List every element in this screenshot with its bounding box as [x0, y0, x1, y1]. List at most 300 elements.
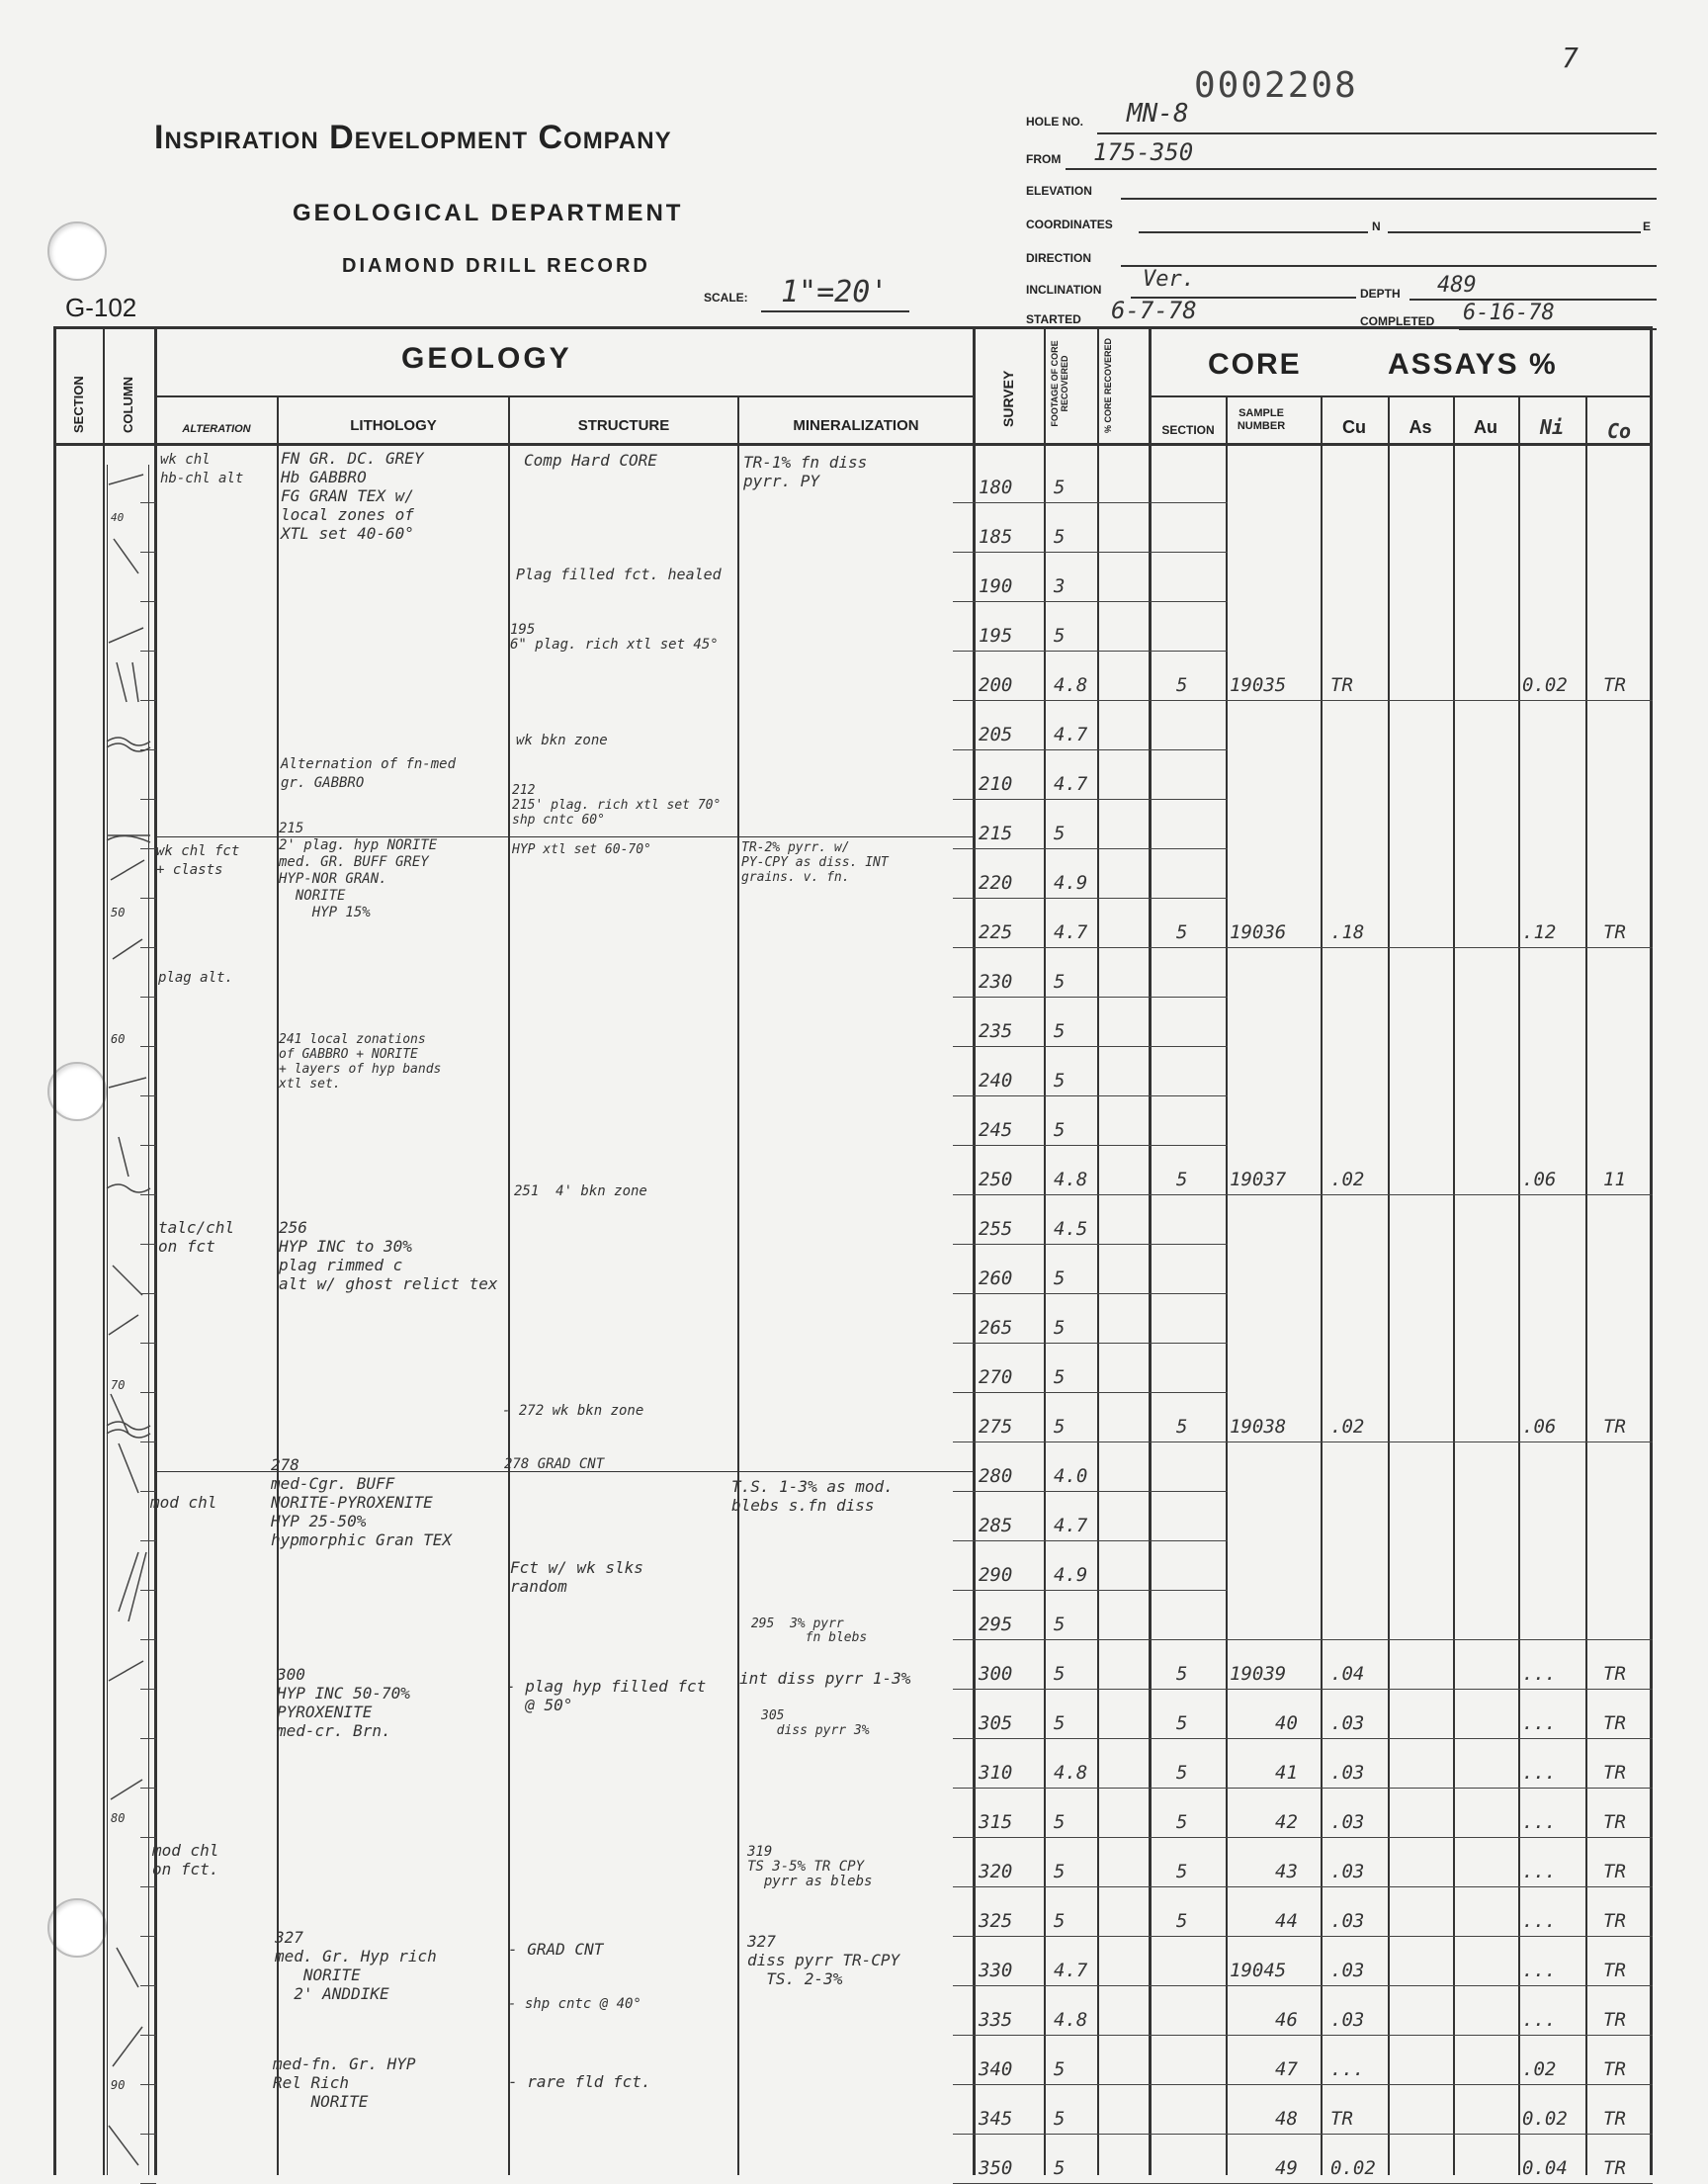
vline-au: [1518, 395, 1520, 2175]
survey-row-line: [953, 1491, 1151, 1492]
assay-ni: ...: [1522, 1762, 1557, 1784]
col-header-alteration: ALTERATION: [182, 423, 251, 435]
alteration-note: mod chl on fct.: [152, 1841, 219, 1878]
department-name: GEOLOGICAL DEPARTMENT: [293, 200, 684, 226]
assay-ni: ...: [1522, 1960, 1557, 1981]
structure-note: HYP xtl set 60-70°: [512, 842, 651, 857]
survey-depth: 215: [979, 823, 1013, 844]
footage-recovered: 4.8: [1054, 1762, 1088, 1784]
survey-depth: 180: [979, 477, 1013, 498]
column-tick: [140, 1392, 156, 1393]
hole-no-value: MN-8: [1127, 99, 1189, 129]
assay-co: TR: [1603, 2157, 1626, 2179]
col-header-as: As: [1409, 417, 1432, 437]
mineralization-note: 305 diss pyrr 3%: [761, 1708, 870, 1738]
survey-depth: 320: [979, 1861, 1013, 1882]
vline-footage: [1097, 326, 1099, 2175]
footage-recovered: 5: [1054, 2058, 1066, 2080]
survey-row-line: [953, 651, 1151, 652]
assay-row-line: [1149, 1540, 1228, 1541]
assay-row-line: [1149, 502, 1228, 503]
footage-recovered: 4.7: [1054, 1515, 1088, 1536]
survey-row-line: [953, 1985, 1151, 1986]
company-name: Inspiration Development Company: [154, 119, 672, 156]
assay-row-line: [1149, 1738, 1653, 1739]
assay-row-line: [1149, 552, 1228, 553]
assay-cu: .03: [1330, 1960, 1365, 1981]
mineralization-note: 295 3% pyrr fn blebs: [750, 1616, 868, 1645]
header-bottom: [53, 443, 1653, 446]
survey-depth: 270: [979, 1366, 1013, 1388]
direction-line: [1121, 265, 1657, 267]
assay-row-line: [1149, 1936, 1653, 1937]
column-depth-mark: 90: [111, 2078, 126, 2092]
column-tick: [140, 1145, 156, 1146]
sample-number: 44: [1275, 1910, 1298, 1932]
lithology-note: 278 med-Cgr. BUFF NORITE-PYROXENITE HYP 25-50% hypmorphic Gran TEX: [271, 1455, 453, 1549]
survey-depth: 275: [979, 1416, 1013, 1438]
sample-number: 19045: [1230, 1960, 1287, 1981]
vline-structure: [737, 395, 739, 2175]
assay-co: TR: [1603, 2108, 1626, 2130]
assay-ni: ...: [1522, 1910, 1557, 1932]
survey-row-line: [953, 1343, 1151, 1344]
column-tick: [140, 2134, 156, 2135]
footage-recovered: 5: [1054, 1663, 1066, 1685]
alteration-note: wk chl hb-chl alt: [160, 452, 244, 486]
survey-row-line: [953, 1145, 1151, 1146]
binder-hole-top: [47, 221, 107, 281]
sample-number: 48: [1275, 2108, 1298, 2130]
assay-row-line: [1149, 700, 1653, 701]
assay-co: TR: [1603, 1663, 1626, 1685]
column-tick: [140, 997, 156, 998]
completed-label: COMPLETED: [1360, 314, 1435, 328]
assay-row-line: [1149, 1837, 1653, 1838]
vline-assay-section: [1226, 395, 1228, 2175]
alteration-note: plag alt.: [158, 970, 233, 986]
footage-recovered: 5: [1054, 1119, 1066, 1141]
from-value: 175-350: [1093, 138, 1194, 166]
survey-depth: 190: [979, 575, 1013, 597]
column-tick: [140, 1985, 156, 1986]
survey-row-line: [953, 1689, 1151, 1690]
assay-row-line: [1149, 1392, 1228, 1393]
column-tick: [140, 2035, 156, 2036]
assay-cu: .03: [1330, 1762, 1365, 1784]
vline-ni: [1585, 395, 1587, 2175]
col-header-sample: SAMPLE NUMBER: [1237, 407, 1286, 432]
footage-recovered: 5: [1054, 1712, 1066, 1734]
sample-number: 47: [1275, 2058, 1298, 2080]
assay-row-line: [1149, 601, 1228, 602]
assay-section: 5: [1176, 1416, 1188, 1438]
survey-depth: 280: [979, 1465, 1013, 1487]
survey-row-line: [953, 1194, 1151, 1195]
structure-note: Plag filled fct. healed: [516, 566, 722, 583]
survey-depth: 325: [979, 1910, 1013, 1932]
column-tick: [140, 1689, 156, 1690]
column-tick: [140, 1837, 156, 1838]
alteration-note: wk chl fct + clasts: [156, 843, 240, 878]
assay-row-line: [1149, 997, 1228, 998]
mineralization-note: TR-1% fn diss pyrr. PY: [743, 453, 868, 490]
sample-number: 43: [1275, 1861, 1298, 1882]
footage-recovered: 4.9: [1054, 1564, 1088, 1586]
record-type: DIAMOND DRILL RECORD: [342, 255, 650, 277]
hole-no-line: [1097, 132, 1657, 134]
survey-depth: 250: [979, 1169, 1013, 1190]
from-label: FROM: [1026, 152, 1062, 166]
survey-row-line: [953, 1788, 1151, 1789]
survey-row-line: [953, 1046, 1151, 1047]
col-header-co: Co: [1606, 419, 1632, 443]
started-value: 6-7-78: [1111, 297, 1197, 324]
footage-recovered: 4.7: [1054, 724, 1088, 745]
assay-row-line: [1149, 1145, 1228, 1146]
survey-row-line: [953, 2134, 1151, 2135]
survey-row-line: [953, 1886, 1151, 1887]
assay-cu: 0.02: [1330, 2157, 1376, 2179]
alteration-note: talc/chl on fct: [158, 1218, 235, 1256]
assay-section: 5: [1176, 1712, 1188, 1734]
survey-depth: 235: [979, 1020, 1013, 1042]
vline-cu: [1388, 395, 1390, 2175]
footage-recovered: 5: [1054, 625, 1066, 647]
col-header-au: Au: [1474, 417, 1497, 437]
assay-section: 5: [1176, 1169, 1188, 1190]
survey-row-line: [953, 1392, 1151, 1393]
structure-note: 195 6" plag. rich xtl set 45°: [510, 622, 719, 653]
lithology-note: 215 2' plag. hyp NORITE med. GR. BUFF GREY HYP-NOR GRAN. NORITE HYP 15%: [279, 821, 438, 920]
survey-depth: 315: [979, 1811, 1013, 1833]
assay-row-line: [1149, 2084, 1653, 2085]
col-header-assays: ASSAYS %: [1388, 348, 1558, 381]
assay-cu: .02: [1330, 1416, 1365, 1438]
col-header-assay-section: SECTION: [1161, 423, 1215, 437]
survey-depth: 205: [979, 724, 1013, 745]
assay-co: TR: [1603, 674, 1626, 696]
assay-row-line: [1149, 1293, 1228, 1294]
assay-ni: 0.02: [1522, 2108, 1568, 2130]
column-tick: [140, 552, 156, 553]
scale-underline: [761, 310, 909, 312]
col-header-geology: GEOLOGY: [401, 342, 572, 375]
survey-row-line: [953, 749, 1151, 750]
survey-depth: 295: [979, 1614, 1013, 1635]
assay-cu: .04: [1330, 1663, 1365, 1685]
assay-row-line: [1149, 1985, 1653, 1986]
coordinates-e: E: [1643, 219, 1652, 233]
col-header-cu: Cu: [1342, 417, 1366, 437]
survey-row-line: [953, 898, 1151, 899]
footage-recovered: 5: [1054, 1861, 1066, 1882]
survey-depth: 185: [979, 526, 1013, 548]
survey-row-line: [953, 1639, 1151, 1640]
footage-recovered: 4.7: [1054, 1960, 1088, 1981]
column-tick: [140, 601, 156, 602]
vline-survey: [1044, 326, 1046, 2175]
survey-depth: 335: [979, 2009, 1013, 2031]
survey-row-line: [953, 2084, 1151, 2085]
completed-value: 6-16-78: [1463, 301, 1555, 325]
column-tick: [140, 898, 156, 899]
assay-section: 5: [1176, 1861, 1188, 1882]
assay-row-line: [1149, 1046, 1228, 1047]
column-tick: [140, 2084, 156, 2085]
col-header-mineralization: MINERALIZATION: [793, 417, 919, 434]
col-header-footage: FOOTAGE OF CORE RECOVERED: [1050, 340, 1069, 427]
assay-row-line: [1149, 1441, 1653, 1442]
survey-depth: 290: [979, 1564, 1013, 1586]
footage-recovered: 5: [1054, 1910, 1066, 1932]
assay-ni: ...: [1522, 2009, 1557, 2031]
assay-cu: ...: [1330, 2058, 1365, 2080]
page-number: 7: [1562, 42, 1579, 74]
survey-row-line: [953, 1936, 1151, 1937]
assay-ni: ...: [1522, 1861, 1557, 1882]
assay-ni: ...: [1522, 1663, 1557, 1685]
assay-ni: .02: [1522, 2058, 1557, 2080]
survey-row-line: [953, 502, 1151, 503]
column-tick: [140, 1886, 156, 1887]
sample-number: 19036: [1230, 921, 1287, 943]
assay-co: TR: [1603, 1762, 1626, 1784]
survey-row-line: [953, 1293, 1151, 1294]
contact-line-215: [154, 836, 975, 837]
assay-co: TR: [1603, 2058, 1626, 2080]
lithology-note: med-fn. Gr. HYP Rel Rich NORITE: [273, 2054, 416, 2111]
footage-recovered: 5: [1054, 2108, 1066, 2130]
footage-recovered: 5: [1054, 1416, 1066, 1438]
direction-label: DIRECTION: [1026, 251, 1091, 265]
mineralization-note: 327 diss pyrr TR-CPY TS. 2-3%: [747, 1932, 900, 1988]
survey-row-line: [953, 1540, 1151, 1541]
assay-ni: 0.04: [1522, 2157, 1568, 2179]
column-tick: [140, 1590, 156, 1591]
survey-depth: 330: [979, 1960, 1013, 1981]
footage-recovered: 5: [1054, 2157, 1066, 2179]
assay-ni: .06: [1522, 1416, 1557, 1438]
column-depth-mark: 80: [111, 1811, 126, 1825]
column-tick: [140, 799, 156, 800]
survey-row-line: [953, 700, 1151, 701]
assay-row-line: [1149, 1491, 1228, 1492]
lithology-note: Alternation of fn-med gr. GABBRO: [281, 756, 457, 791]
survey-depth: 245: [979, 1119, 1013, 1141]
assay-row-line: [1149, 1244, 1228, 1245]
assay-cu: TR: [1330, 2108, 1353, 2130]
scale-value: 1"=20': [781, 275, 889, 309]
assay-row-line: [1149, 898, 1228, 899]
coordinates-n: N: [1372, 219, 1381, 233]
footage-recovered: 4.9: [1054, 872, 1088, 894]
survey-depth: 210: [979, 773, 1013, 795]
footage-recovered: 5: [1054, 526, 1066, 548]
column-tick: [140, 1194, 156, 1195]
sample-number: 42: [1275, 1811, 1298, 1833]
survey-depth: 230: [979, 971, 1013, 993]
footage-recovered: 5: [1054, 1317, 1066, 1339]
footage-recovered: 5: [1054, 477, 1066, 498]
footage-recovered: 4.8: [1054, 1169, 1088, 1190]
survey-depth: 225: [979, 921, 1013, 943]
footage-recovered: 4.8: [1054, 674, 1088, 696]
elevation-label: ELEVATION: [1026, 184, 1092, 198]
assay-cu: .03: [1330, 1811, 1365, 1833]
assay-co: 11: [1603, 1169, 1626, 1190]
footage-recovered: 5: [1054, 1020, 1066, 1042]
vline-mineralization: [973, 326, 976, 2175]
survey-depth: 340: [979, 2058, 1013, 2080]
assay-cu: .03: [1330, 2009, 1365, 2031]
structure-note: - 272 wk bkn zone: [502, 1403, 644, 1419]
assay-co: TR: [1603, 2009, 1626, 2031]
assay-row-line: [1149, 1590, 1228, 1591]
col-header-lithology: LITHOLOGY: [350, 417, 437, 434]
survey-depth: 195: [979, 625, 1013, 647]
inclination-value: Ver.: [1143, 267, 1195, 292]
survey-depth: 200: [979, 674, 1013, 696]
structure-note: - rare fld fct.: [508, 2072, 651, 2091]
structure-note: - shp cntc @ 40°: [508, 1996, 641, 2012]
assay-row-line: [1149, 1639, 1653, 1640]
survey-row-line: [953, 848, 1151, 849]
lithology-note: 300 HYP INC 50-70% PYROXENITE med-cr. Brn.: [277, 1665, 410, 1740]
footage-recovered: 4.7: [1054, 773, 1088, 795]
survey-depth: 310: [979, 1762, 1013, 1784]
column-tick: [140, 1540, 156, 1541]
col-header-survey: SURVEY: [1000, 370, 1016, 427]
col-header-structure: STRUCTURE: [577, 417, 670, 434]
structure-note: 251 4' bkn zone: [514, 1183, 647, 1199]
assay-row-line: [1149, 2035, 1653, 2036]
mineralization-note: T.S. 1-3% as mod. blebs s.fn diss: [731, 1477, 894, 1515]
mineralization-note: int diss pyrr 1-3%: [739, 1669, 911, 1688]
assay-row-line: [1149, 1343, 1228, 1344]
structure-note: 212 215' plag. rich xtl set 70° shp cntc 60°: [512, 783, 722, 828]
vline-as: [1453, 395, 1455, 2175]
elevation-line: [1121, 198, 1657, 200]
assay-ni: .06: [1522, 1169, 1557, 1190]
column-tick: [140, 947, 156, 948]
assay-row-line: [1149, 1689, 1653, 1690]
structure-note: 278 GRAD CNT: [504, 1456, 605, 1472]
assay-cu: .03: [1330, 1712, 1365, 1734]
assay-cu: .03: [1330, 1861, 1365, 1882]
assay-co: TR: [1603, 921, 1626, 943]
survey-row-line: [953, 997, 1151, 998]
column-tick: [140, 1639, 156, 1640]
column-tick: [140, 1293, 156, 1294]
col-header-core: CORE: [1208, 348, 1302, 381]
assay-section: 5: [1176, 1663, 1188, 1685]
column-depth-mark: 50: [111, 906, 126, 919]
assay-cu: TR: [1330, 674, 1353, 696]
coordinates-line-n: [1139, 231, 1368, 233]
col-header-section: SECTION: [71, 376, 86, 433]
footage-recovered: 4.7: [1054, 921, 1088, 943]
depth-label: DEPTH: [1360, 287, 1401, 301]
column-tick: [140, 1343, 156, 1344]
assay-cu: .02: [1330, 1169, 1365, 1190]
lithology-note: 327 med. Gr. Hyp rich NORITE 2' ANDDIKE: [275, 1928, 437, 2003]
col-header-ni: Ni: [1539, 415, 1565, 439]
assay-co: TR: [1603, 1712, 1626, 1734]
column-tick: [140, 651, 156, 652]
footage-recovered: 5: [1054, 1366, 1066, 1388]
depth-value: 489: [1437, 273, 1477, 298]
footage-recovered: 5: [1054, 1614, 1066, 1635]
column-tick: [140, 1095, 156, 1096]
assay-section: 5: [1176, 921, 1188, 943]
assay-row-line: [1149, 799, 1228, 800]
assay-cu: .03: [1330, 1910, 1365, 1932]
assay-section: 5: [1176, 1811, 1188, 1833]
survey-row-line: [953, 601, 1151, 602]
column-strip-symbols: [99, 445, 158, 2175]
coordinates-label: COORDINATES: [1026, 218, 1113, 231]
footage-recovered: 3: [1054, 575, 1066, 597]
survey-row-line: [953, 552, 1151, 553]
column-tick: [140, 1788, 156, 1789]
survey-row-line: [953, 1095, 1151, 1096]
assay-ni: .12: [1522, 921, 1557, 943]
mineralization-note: 319 TS 3-5% TR CPY pyrr as blebs: [747, 1844, 873, 1889]
sample-number: 41: [1275, 1762, 1298, 1784]
sample-number: 19039: [1230, 1663, 1287, 1685]
sample-number: 46: [1275, 2009, 1298, 2031]
assay-co: TR: [1603, 1811, 1626, 1833]
lithology-note: 241 local zonations of GABBRO + NORITE + layers of hyp bands xtl set.: [279, 1032, 442, 1092]
started-label: STARTED: [1026, 312, 1081, 326]
footage-recovered: 5: [1054, 971, 1066, 993]
assay-row-line: [1149, 947, 1653, 948]
column-tick: [140, 1491, 156, 1492]
structure-note: Fct w/ wk slks random: [510, 1558, 643, 1596]
column-depth-mark: 70: [111, 1378, 126, 1392]
hole-no-label: HOLE NO.: [1026, 115, 1084, 129]
vline-pct: [1149, 326, 1152, 2175]
survey-row-line: [953, 947, 1151, 948]
form-number: G-102: [65, 293, 137, 322]
survey-depth: 300: [979, 1663, 1013, 1685]
vline-lithology: [508, 395, 510, 2175]
survey-depth: 285: [979, 1515, 1013, 1536]
survey-row-line: [953, 2035, 1151, 2036]
footage-recovered: 5: [1054, 1070, 1066, 1092]
assay-section: 5: [1176, 1910, 1188, 1932]
assay-row-line: [1149, 1886, 1653, 1887]
column-tick: [140, 502, 156, 503]
survey-depth: 240: [979, 1070, 1013, 1092]
assay-row-line: [1149, 651, 1228, 652]
assay-row-line: [1149, 1095, 1228, 1096]
survey-depth: 350: [979, 2157, 1013, 2179]
column-tick: [140, 749, 156, 750]
col-header-pct: % CORE RECOVERED: [1103, 337, 1113, 434]
inclination-label: INCLINATION: [1026, 283, 1102, 297]
structure-note: - plag hyp filled fct @ 50°: [506, 1677, 707, 1714]
sample-number: 19035: [1230, 674, 1287, 696]
footage-recovered: 4.8: [1054, 2009, 1088, 2031]
assay-cu: .18: [1330, 921, 1365, 943]
mineralization-note: TR-2% pyrr. w/ PY-CPY as diss. INT grains. v. fn.: [741, 840, 889, 885]
lithology-note: FN GR. DC. GREY Hb GABBRO FG GRAN TEX w/ local zones of XTL set 40-60°: [281, 449, 424, 543]
alteration-note: mod chl: [150, 1493, 217, 1512]
footage-recovered: 4.5: [1054, 1218, 1088, 1240]
assay-ni: ...: [1522, 1811, 1557, 1833]
